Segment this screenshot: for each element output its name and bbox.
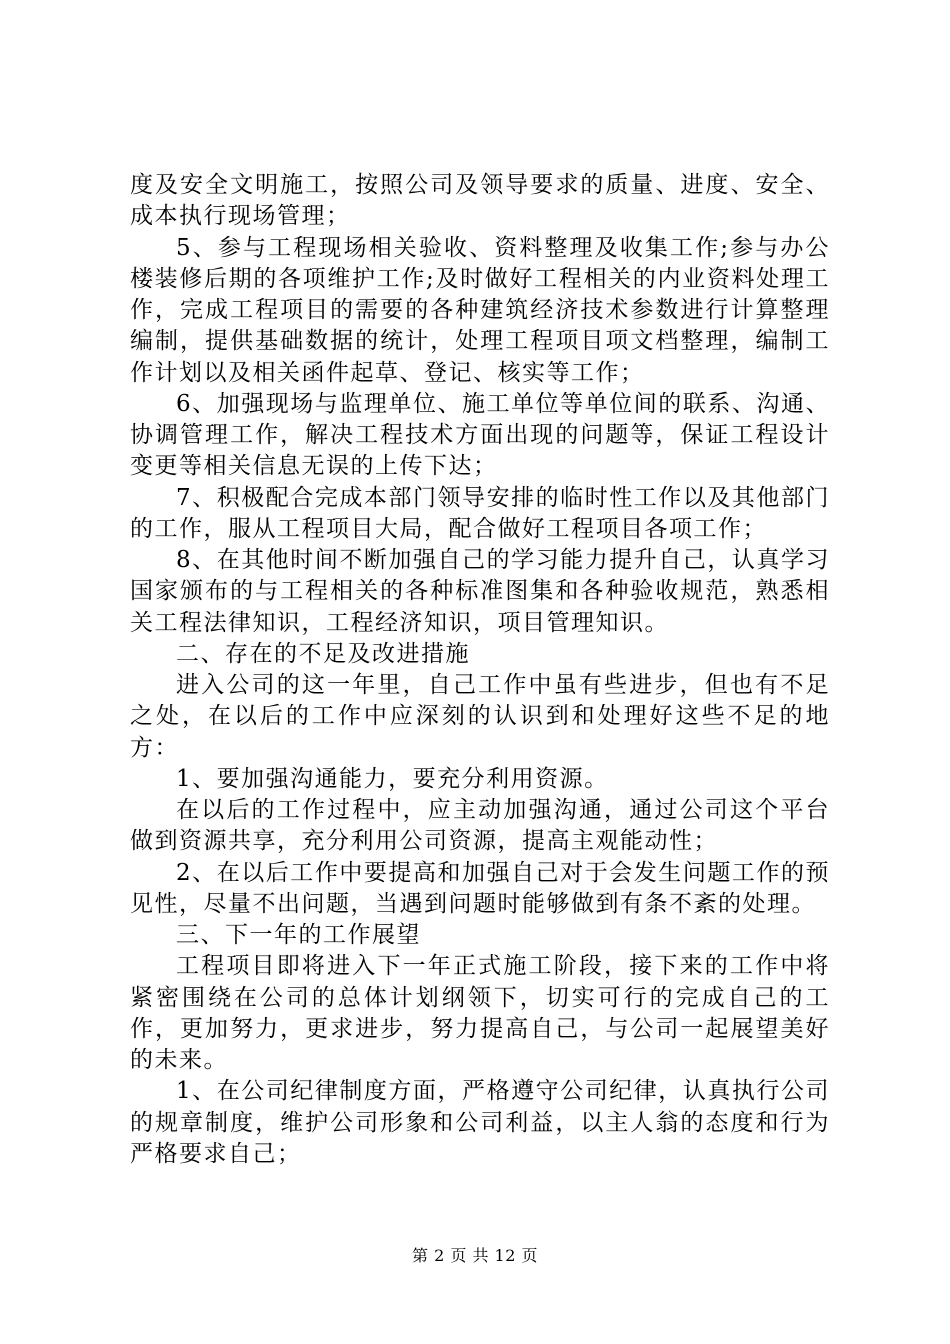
paragraph-item-5: 5、参与工程现场相关验收、资料整理及收集工作;参与办公楼装修后期的各项维护工作;及时做好工程相关的内业资料处理工作，完成工程项目的需要的各种建筑经济技术参数进行计算整理编制，提供基础数据的统计，处理工程项目项文档整理，编制工作计划以及相关函件起草、登记、核实等工作； [130, 234, 830, 386]
paragraph-shortcoming-1: 1、要加强沟通能力，要充分利用资源。 [176, 765, 609, 792]
paragraph-shortcoming-2: 2、在以后工作中要提高和加强自己对于会发生问题工作的预见性，尽量不出问题，当遇到问题时能够做到有条不紊的处理。 [130, 859, 830, 917]
section-heading-3: 三、下一年的工作展望 [176, 922, 421, 948]
paragraph-shortcoming-1-detail: 在以后的工作过程中，应主动加强沟通，通过公司这个平台做到资源共享，充分利用公司资源，提高主观能动性； [130, 797, 830, 855]
paragraph-item-8: 8、在其他时间不断加强自己的学习能力提升自己，认真学习国家颁布的与工程相关的各种标准图集和各种验收规范，熟悉相关工程法律知识，工程经济知识，项目管理知识。 [130, 547, 830, 636]
document-body [130, 170, 830, 1170]
paragraph-shortcomings-intro: 进入公司的这一年里，自己工作中虽有些进步，但也有不足之处，在以后的工作中应深刻的认识到和处理好这些不足的地方： [130, 672, 830, 761]
paragraph-outlook-1: 1、在公司纪律制度方面，严格遵守公司纪律，认真执行公司的规章制度，维护公司形象和公司利益，以主人翁的态度和行为严格要求自己； [130, 1078, 830, 1167]
page-footer: 第 2 页 共 12 页 [412, 1246, 538, 1265]
paragraph-outlook-intro: 工程项目即将进入下一年正式施工阶段，接下来的工作中将紧密围绕在公司的总体计划纲领下，切实可行的完成自己的工作，更加努力，更求进步，努力提高自己，与公司一起展望美好的未来。 [130, 953, 830, 1073]
section-heading-2: 二、存在的不足及改进措施 [176, 640, 470, 667]
paragraph-continued: 度及安全文明施工，按照公司及领导要求的质量、进度、安全、成本执行现场管理； [130, 172, 830, 230]
paragraph-item-6: 6、加强现场与监理单位、施工单位等单位间的联系、沟通、协调管理工作，解决工程技术方面出现的问题等，保证工程设计变更等相关信息无误的上传下达； [130, 390, 830, 480]
paragraph-item-7: 7、积极配合完成本部门领导安排的临时性工作以及其他部门的工作，服从工程项目大局，配合做好工程项目各项工作； [130, 484, 830, 542]
